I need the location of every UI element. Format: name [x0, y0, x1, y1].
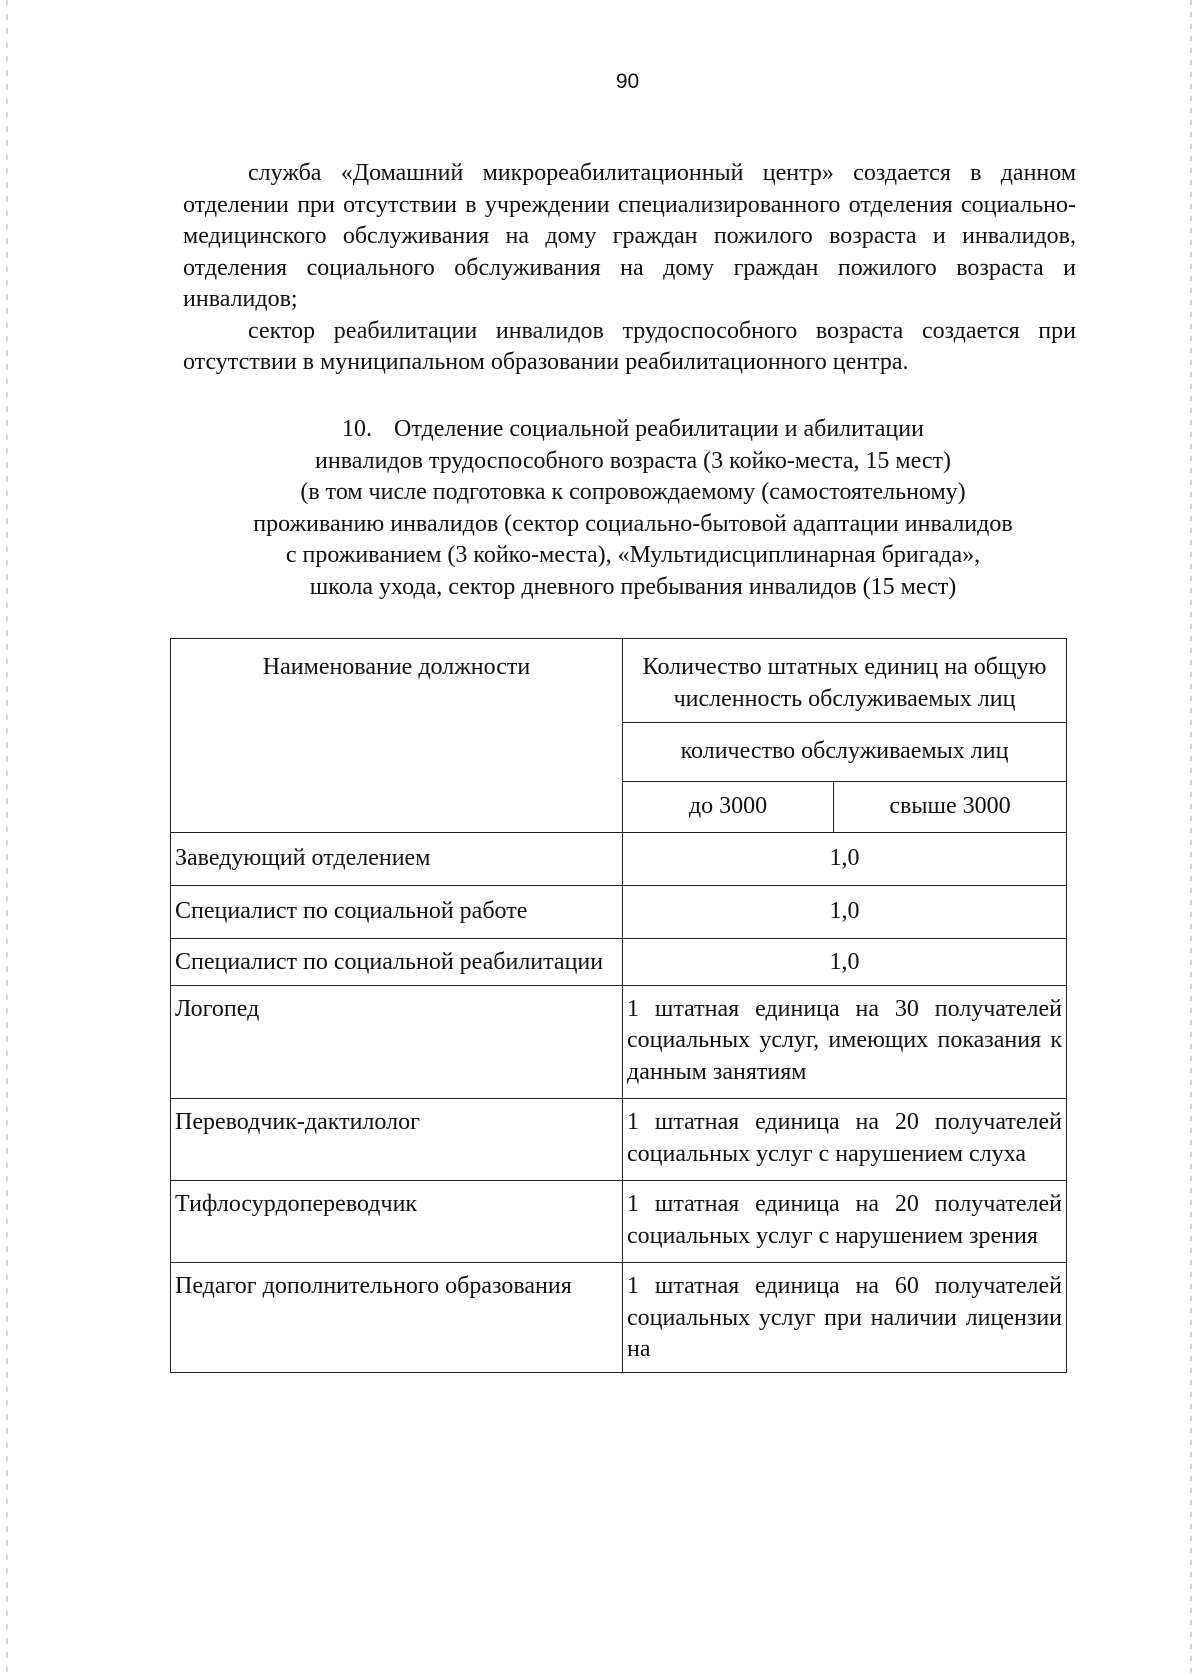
intro-paragraph: сектор реабилитации инвалидов трудоспособного возраста создается при отсутствии в муниципальном образовании реабилитационного центра. [183, 317, 1076, 375]
header-range-up-to-3000: до 3000 [623, 782, 834, 833]
header-range-over-3000: свыше 3000 [834, 782, 1067, 833]
page-number: 90 [615, 70, 640, 93]
heading-line: проживанию инвалидов (сектор социально-бытовой адаптации инвалидов [253, 510, 1013, 537]
section-heading [170, 414, 1096, 603]
table-row [171, 833, 1067, 886]
value-cell: 1 штатная единица на 30 получателей социальных услуг, имеющих показания к данным занятиям [623, 985, 1067, 1099]
position-cell: Специалист по социальной реабилитации [171, 939, 623, 986]
header-served-count: количество обслуживаемых лиц [623, 723, 1067, 782]
position-cell: Переводчик-дактилолог [171, 1099, 623, 1181]
position-cell: Педагог дополнительного образования [171, 1263, 623, 1373]
table-row [171, 1099, 1067, 1181]
value-cell: 1 штатная единица на 60 получателей социальных услуг при наличии лицензии на [623, 1263, 1067, 1373]
value-cell: 1 штатная единица на 20 получателей социальных услуг с нарушением слуха [623, 1099, 1067, 1181]
intro-paragraph: служба «Домашний микрореабилитационный центр» создается в данном отделении при отсутствии в учреждении специализированного отделения социально-медицинского обслуживания на дому граждан пожилого возраста и инвалидов, отделения социального обслуживания на дому граждан пожилого возраста и инвалидов; [183, 160, 1076, 312]
header-count: Количество штатных единиц на общую численность обслуживаемых лиц [623, 639, 1067, 723]
staff-table [170, 638, 1067, 1373]
scan-edge-left [6, 0, 8, 1674]
value-cell: 1,0 [623, 886, 1067, 939]
heading-line: (в том числе подготовка к сопровождаемому (самостоятельному) [300, 479, 966, 505]
heading-line: школа ухода, сектор дневного пребывания инвалидов (15 мест) [309, 573, 957, 600]
table-row [171, 1263, 1067, 1373]
section-number: 10. [342, 416, 373, 442]
heading-line: 10. Отделение социальной реабилитации и абилитации [170, 414, 1096, 446]
value-cell: 1,0 [623, 833, 1067, 886]
heading-line: инвалидов трудоспособного возраста (3 койко-места, 15 мест) [315, 447, 951, 474]
intro-text [183, 158, 1076, 379]
value-cell: 1,0 [623, 939, 1067, 986]
value-cell: 1 штатная единица на 20 получателей социальных услуг с нарушением зрения [623, 1181, 1067, 1263]
table-row [171, 1181, 1067, 1263]
position-cell: Заведующий отделением [171, 833, 623, 886]
scan-edge-right [1190, 0, 1192, 1674]
heading-line: с проживанием (3 койко-места), «Мультидисциплинарная бригада», [285, 542, 981, 568]
position-cell: Логопед [171, 985, 623, 1099]
header-position: Наименование должности [171, 639, 623, 833]
position-cell: Специалист по социальной работе [171, 886, 623, 939]
table-row [171, 886, 1067, 939]
table-header-row [171, 639, 1067, 723]
position-cell: Тифлосурдопереводчик [171, 1181, 623, 1263]
table-row [171, 939, 1067, 986]
table-row [171, 985, 1067, 1099]
